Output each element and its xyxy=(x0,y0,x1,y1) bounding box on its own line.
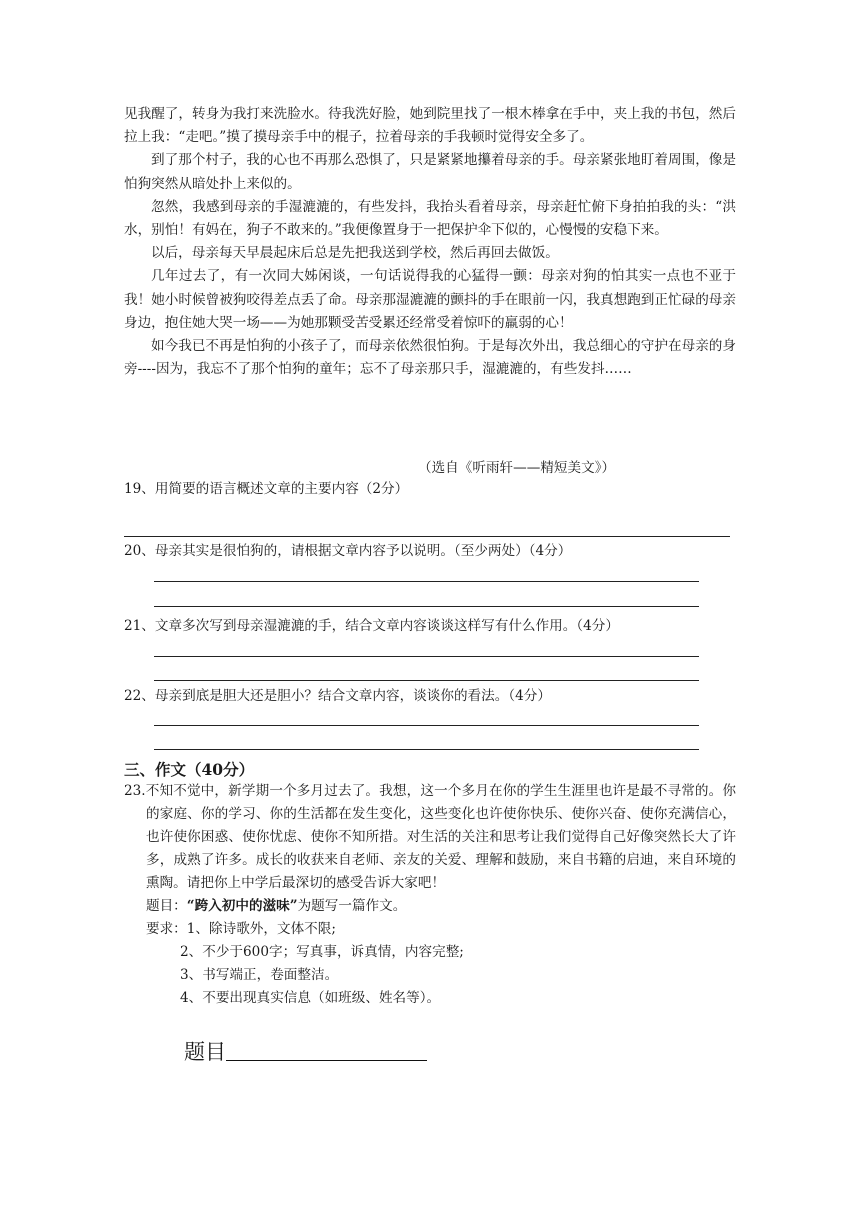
requirement-item: 2、不少于600字；写真事，诉真情，内容完整; xyxy=(180,944,464,960)
article-paragraph: 以后，母亲每天早晨起床后总是先把我送到学校，然后再回去做饭。 xyxy=(151,245,559,262)
answer-line[interactable] xyxy=(154,749,699,750)
question-22: 22、母亲到底是胆大还是胆小？结合文章内容，谈谈你的看法。（4分） xyxy=(124,688,551,704)
requirement-item: 3、书写端正，卷面整洁。 xyxy=(180,967,339,983)
article-paragraph: 见我醒了，转身为我打来洗脸水。待我洗好脸，她到院里找了一根木棒拿在手中，夹上我的书包，然后拉上我：“走吧。”摸了摸母亲手中的棍子，拉着母亲的手我顿时觉得安全多了。 xyxy=(124,106,736,146)
requirement-item: 4、不要出现真实信息（如班级、姓名等）。 xyxy=(180,990,441,1006)
article-source: （选自《听雨轩——精短美文》） xyxy=(418,460,616,476)
composition-prompt: 23.不知不觉中，新学期一个多月过去了。我想，这一个多月在你的学生生涯里也许是最不寻常的。你的家庭、你的学习、你的生活都在发生变化，这些变化也许使你快乐、使你兴奋、使你充满信心，也许使你困惑、使你忧虑、使你不知所措。对生活的关注和思考让我们觉得自己好像突然长大了许多，成熟了许多。成长的收获来自老师、亲友的关爱、理解和鼓励，来自书籍的启迪，来自环境的熏陶。请把你上中学后最深切的感受告诉大家吧！ xyxy=(124,783,736,891)
article-paragraph: 几年过去了，有一次同大姊闲谈，一句话说得我的心猛得一颤：母亲对狗的怕其实一点也不亚于我！她小时候曾被狗咬得差点丢了命。母亲那湿漉漉的颤抖的手在眼前一闪，我真想跑到正忙碌的母亲身边，抱住她大哭一场——为她那颗受苦受累还经常受着惊吓的羸弱的心！ xyxy=(124,268,736,331)
question-21: 21、文章多次写到母亲湿漉漉的手，结合文章内容谈谈这样写有什么作用。（4分） xyxy=(124,618,619,634)
answer-line[interactable] xyxy=(154,656,699,657)
article-paragraph: 到了那个村子，我的心也不再那么恐惧了，只是紧紧地攥着母亲的手。母亲紧张地盯着周围，像是怕狗突然从暗处扑上来似的。 xyxy=(124,152,736,192)
answer-line[interactable] xyxy=(154,581,699,582)
topic-prefix: 题目： xyxy=(146,898,187,914)
article-paragraph: 如今我已不再是怕狗的小孩子了，而母亲依然很怕狗。于是每次外出，我总细心的守护在母亲的身旁----因为，我忘不了那个怕狗的童年；忘不了母亲那只手，湿漉漉的，有些发抖…… xyxy=(124,338,736,378)
essay-title-label: 题目 xyxy=(184,1040,226,1064)
answer-line[interactable] xyxy=(154,606,699,607)
requirement-item: 要求：1、除诗歌外，文体不限; xyxy=(146,921,336,937)
composition-topic xyxy=(124,895,736,918)
essay-title-line[interactable] xyxy=(226,1060,427,1061)
topic-suffix: 为题写一篇作文。 xyxy=(297,898,407,914)
answer-line[interactable] xyxy=(154,725,699,726)
composition-section xyxy=(124,780,736,1010)
topic-title: “跨入初中的滋味” xyxy=(186,898,298,914)
answer-line[interactable] xyxy=(124,536,730,537)
article-paragraph: 忽然，我感到母亲的手湿漉漉的，有些发抖，我抬头看着母亲，母亲赶忙俯下身拍拍我的头：“洪水，别怕！有妈在，狗子不敢来的。”我便像置身于一把保护伞下似的，心慢慢的安稳下来。 xyxy=(124,198,736,239)
question-19: 19、用简要的语言概述文章的主要内容（2分） xyxy=(124,481,409,497)
answer-line[interactable] xyxy=(154,680,699,681)
composition-heading: 三、作文（40分） xyxy=(124,760,255,779)
question-20: 20、母亲其实是很怕狗的，请根据文章内容予以说明。（至少两处）（4分） xyxy=(124,543,572,559)
article-text xyxy=(124,103,736,381)
